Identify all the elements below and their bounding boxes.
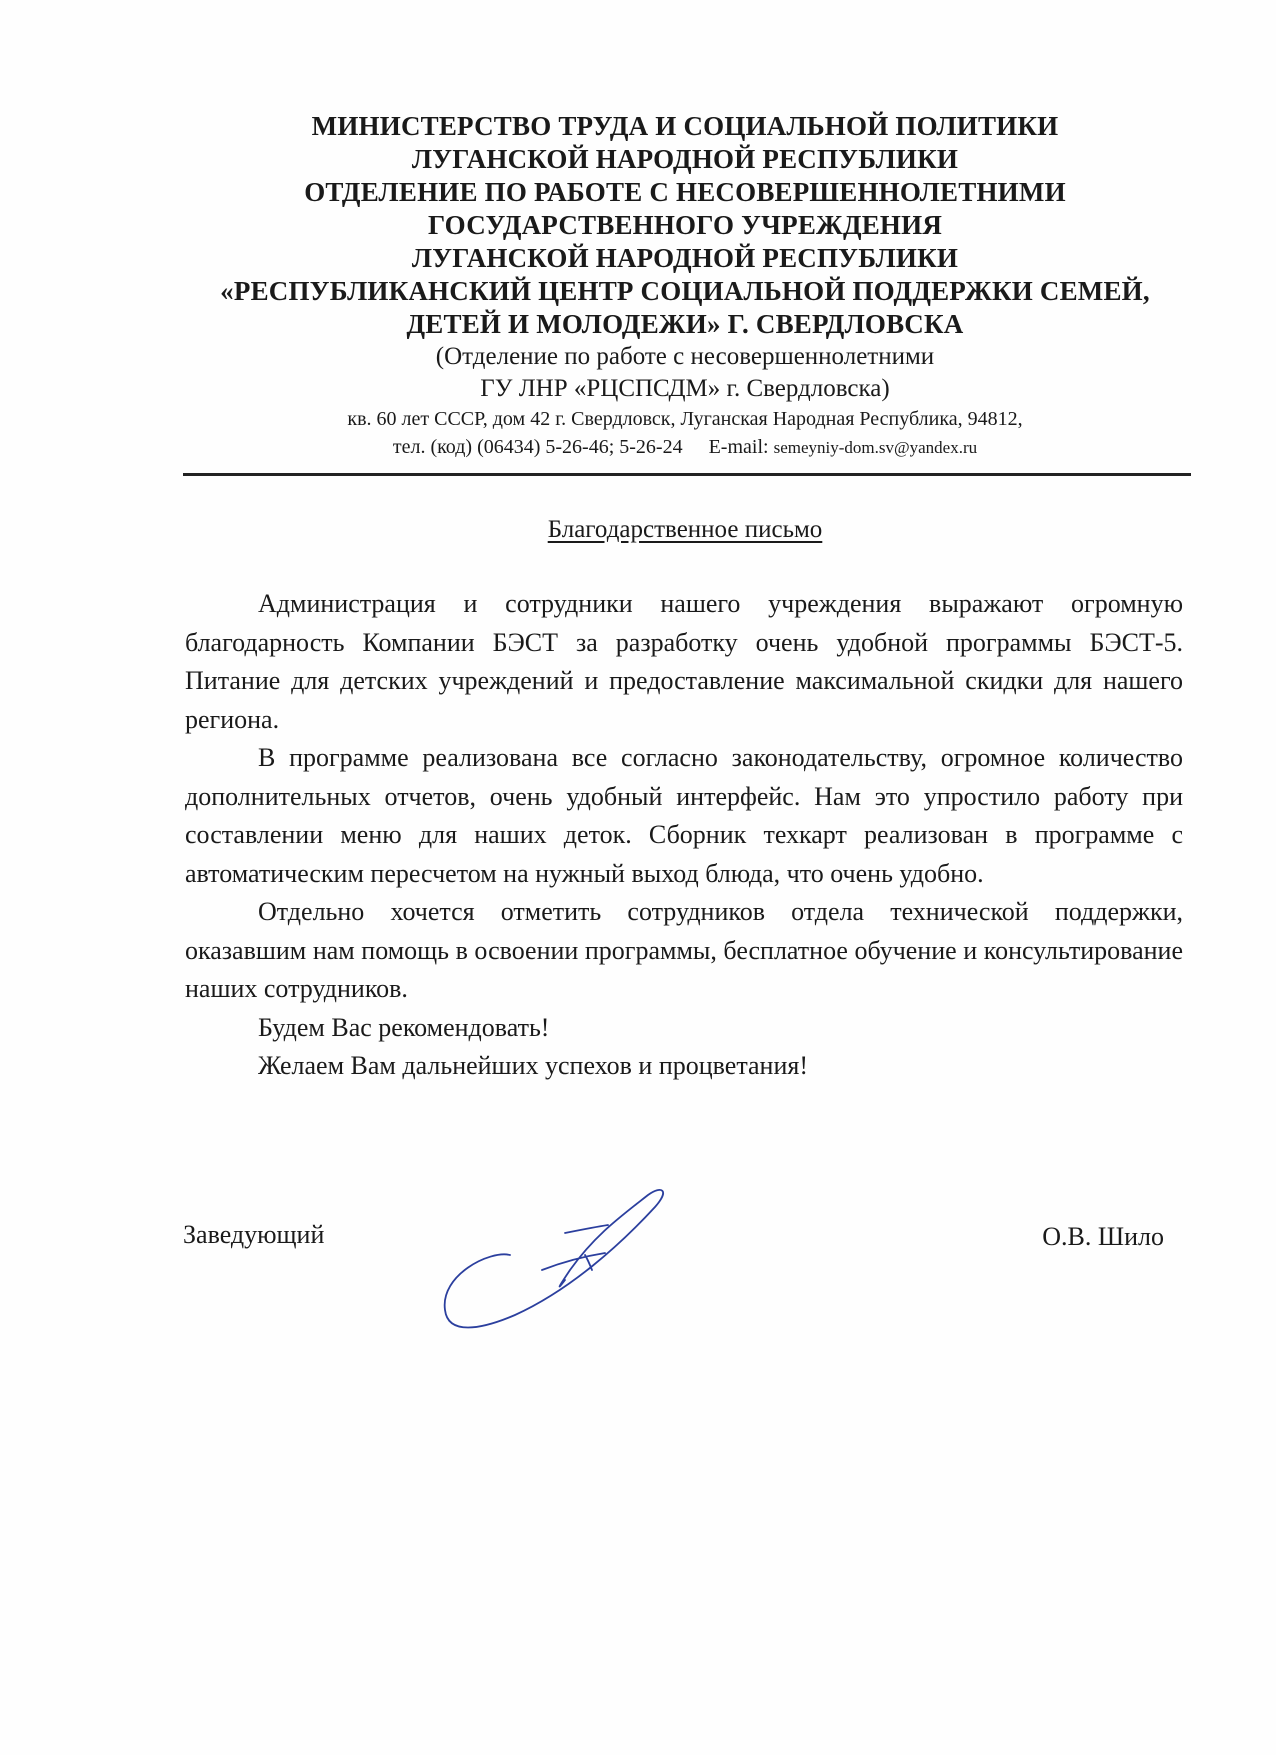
paragraph-gratitude: Администрация и сотрудники нашего учреждения выражают огромную благодарность Компании БЭСТ за разработку очень удобной программы БЭСТ-5. Питание для детских учреждений и предоставление максимальной скидки для нашего региона. [185,589,1183,734]
contact-line [140,433,1230,462]
handwritten-signature [430,1175,760,1375]
address-line: кв. 60 лет СССР, дом 42 г. Свердловск, Луганская Народная Республика, 94812, [347,408,1023,430]
paragraph-support-thanks: Отдельно хочется отметить сотрудников отдела технической поддержки, оказавшим нам помощь в освоении программы, бесплатное обучение и консультирование наших сотрудников. [185,897,1183,1003]
org-line-2: ЛУГАНСКОЙ НАРОДНОЙ РЕСПУБЛИКИ [411,144,959,174]
letterhead [140,110,1230,462]
dept-line-1: (Отделение по работе с несовершеннолетними [435,343,935,370]
email-label: E-mail: [708,436,769,458]
phone-text: тел. (код) (06434) 5-26-46; 5-26-24 [392,436,683,458]
org-line-4: ГОСУДАРСТВЕННОГО УЧРЕЖДЕНИЯ [427,210,943,240]
header-divider [183,473,1191,476]
email-address: semeyniy-dom.sv@yandex.ru [773,438,978,457]
dept-line-2: ГУ ЛНР «РЦСПСДМ» г. Свердловска) [480,375,890,402]
org-line-1: МИНИСТЕРСТВО ТРУДА И СОЦИАЛЬНОЙ ПОЛИТИКИ [311,111,1059,141]
letter-body [185,585,1183,1086]
org-line-3: ОТДЕЛЕНИЕ ПО РАБОТЕ С НЕСОВЕРШЕННОЛЕТНИМИ [304,177,1066,207]
org-line-7: ДЕТЕЙ И МОЛОДЕЖИ» Г. СВЕРДЛОВСКА [406,309,964,339]
signer-role: Заведующий [183,1220,325,1249]
signer-name: О.В. Шило [1042,1222,1164,1251]
org-line-6: «РЕСПУБЛИКАНСКИЙ ЦЕНТР СОЦИАЛЬНОЙ ПОДДЕРЖКИ СЕМЕЙ, [220,276,1150,306]
paragraph-recommend: Будем Вас рекомендовать! [258,1012,550,1042]
document-title: Благодарственное письмо [547,516,823,543]
paragraph-wishes: Желаем Вам дальнейших успехов и процветания! [258,1051,808,1080]
paragraph-program-features: В программе реализована все согласно законодательству, огромное количество дополнительных отчетов, очень удобный интерфейс. Нам это упростило работу при составлении меню для наших деток. Сборник техкарт реализован в программе с автоматическим пересчетом на нужный выход блюда, что очень удобно. [185,743,1183,888]
org-line-5: ЛУГАНСКОЙ НАРОДНОЙ РЕСПУБЛИКИ [411,243,959,273]
